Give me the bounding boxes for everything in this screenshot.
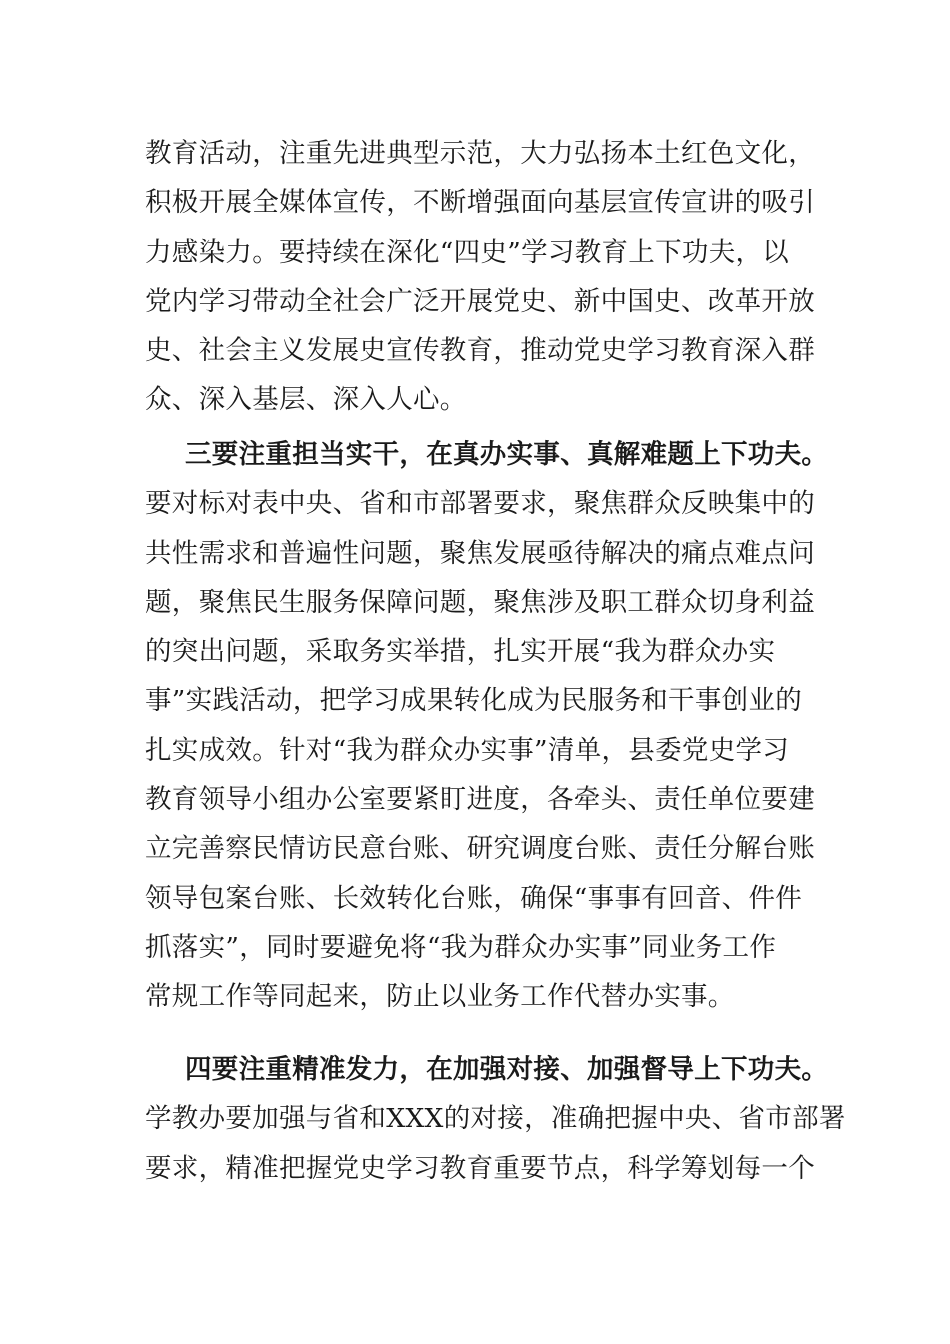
- text-line: 学教办要加强与省和XXX的对接，准确把握中央、省市部署: [145, 1103, 846, 1135]
- text-line: 史、社会主义发展史宣传教育，推动党史学习教育深入群: [145, 335, 815, 367]
- text-line: 领导包案台账、长效转化台账，确保“事事有回音、件件: [145, 882, 803, 914]
- text-line: 的突出问题，采取务实举措，扎实开展“我为群众办实: [145, 636, 776, 668]
- text-line: 要对标对表中央、省和市部署要求，聚焦群众反映集中的: [145, 488, 815, 520]
- text-line: 扎实成效。针对“我为群众办实事”清单，县委党史学习: [145, 734, 790, 766]
- text-line: 共性需求和普遍性问题，聚焦发展亟待解决的痛点难点问: [145, 537, 815, 569]
- section-heading: 三要注重担当实干，在真办实事、真解难题上下功夫。: [185, 439, 829, 470]
- text-line: 教育活动，注重先进典型示范，大力弘扬本土红色文化，: [145, 138, 815, 169]
- text-line: 抓落实”，同时要避免将“我为群众办实事”同业务工作: [145, 931, 777, 963]
- text-line: 题，聚焦民生服务保障问题，聚焦涉及职工群众切身利益: [145, 586, 815, 618]
- text-line: 事”实践活动，把学习成果转化成为民服务和干事创业的: [145, 685, 803, 717]
- text-line: 党内学习带动全社会广泛开展党史、新中国史、改革开放: [145, 285, 815, 317]
- paragraph-3: [145, 1045, 846, 1193]
- text-line: 立完善察民情访民意台账、研究调度台账、责任分解台账: [145, 833, 815, 865]
- paragraph-1: [145, 129, 815, 425]
- text-line: 力感染力。要持续在深化“四史”学习教育上下功夫，以: [145, 236, 790, 268]
- text-line: 众、深入基层、深入人心。: [145, 384, 467, 416]
- paragraph-2: [145, 430, 829, 1022]
- text-line: 要求，精准把握党史学习教育重要节点，科学筹划每一个: [145, 1152, 815, 1184]
- text-line: 常规工作等同起来，防止以业务工作代替办实事。: [145, 981, 735, 1013]
- text-line: 教育领导小组办公室要紧盯进度，各牵头、责任单位要建: [145, 784, 815, 816]
- text-line: 积极开展全媒体宣传，不断增强面向基层宣传宣讲的吸引: [145, 187, 815, 219]
- section-heading: 四要注重精准发力，在加强对接、加强督导上下功夫。: [185, 1054, 829, 1085]
